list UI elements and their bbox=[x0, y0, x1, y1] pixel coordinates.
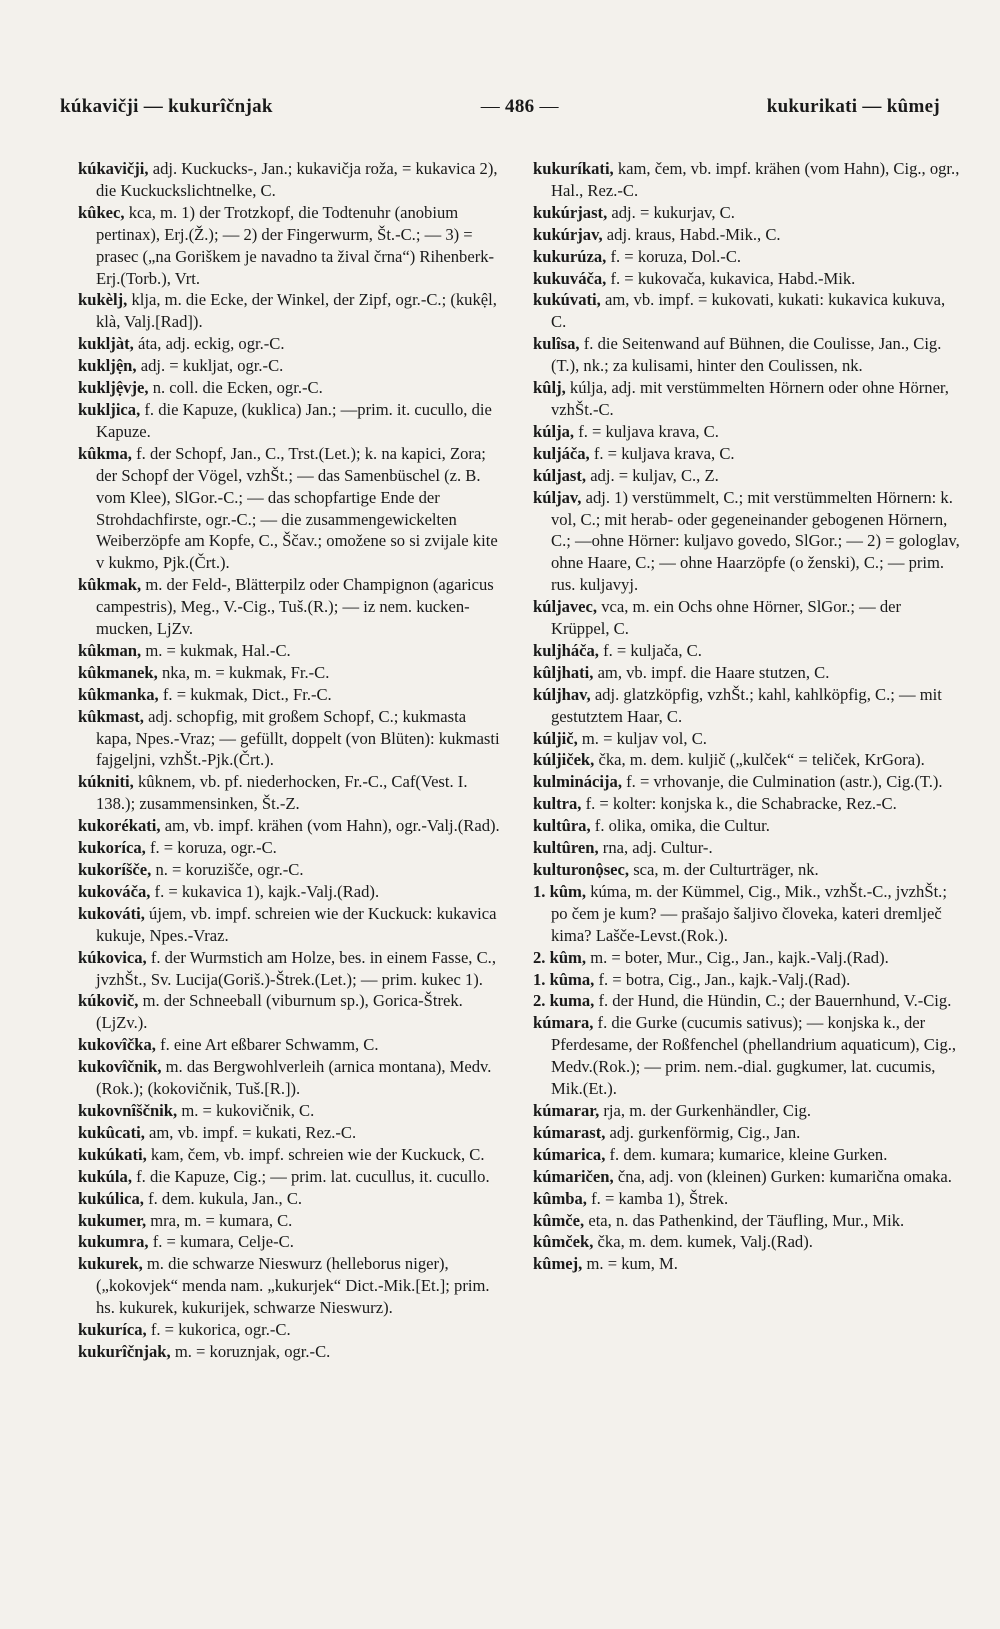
dictionary-entry bbox=[78, 333, 505, 355]
entry-definition: n. coll. die Ecken, ogr.-C. bbox=[152, 378, 323, 398]
entry-definition: f. die Seitenwand auf Bühnen, die Coulisse, Jan., Cig.(T.), nk.; za kulisami, hinter den Coulissen, nk. bbox=[551, 334, 942, 376]
entry-definition: adj. = kukurjav, C. bbox=[611, 202, 735, 222]
entry-headword: kulturonộsec, bbox=[533, 860, 630, 879]
entry-definition: f. = kumara, Celje-C. bbox=[152, 1232, 294, 1252]
entry-headword: kukljica, bbox=[78, 399, 141, 419]
entry-definition: f. die Kapuze, (kuklica) Jan.; —prim. it. cucullo, die Kapuze. bbox=[96, 399, 492, 441]
entry-definition: kam, čem, vb. impf. schreien wie der Kuckuck, C. bbox=[150, 1144, 485, 1164]
entry-headword: kukorékati, bbox=[78, 816, 161, 836]
entry-definition: am, vb. impf. = kukovati, kukati: kukavica kukuva, C. bbox=[551, 290, 946, 332]
dictionary-entry bbox=[533, 465, 960, 487]
dictionary-entry bbox=[533, 246, 960, 268]
entry-headword: kukováti, bbox=[78, 903, 145, 923]
entry-headword: kúlja, bbox=[533, 421, 575, 441]
dictionary-entry bbox=[533, 1122, 960, 1144]
dictionary-entry bbox=[533, 793, 960, 815]
entry-headword: kûmej, bbox=[533, 1254, 583, 1274]
entry-headword: kukurek, bbox=[78, 1254, 143, 1274]
entry-headword: kûkmak, bbox=[78, 575, 142, 595]
entry-headword: kúkniti, bbox=[78, 772, 134, 792]
dictionary-entry bbox=[533, 771, 960, 793]
entry-definition: m. = kukovičnik, C. bbox=[181, 1100, 315, 1120]
entry-definition: mra, m. = kumara, C. bbox=[150, 1210, 293, 1230]
entry-definition: m. das Bergwohlverleih (arnica montana), Medv.(Rok.); (kokovičnik, Tuš.[R.]). bbox=[96, 1057, 492, 1099]
entry-headword: 1. kûm, bbox=[533, 881, 587, 901]
dictionary-entry bbox=[78, 1188, 505, 1210]
entry-definition: f. dem. kumara; kumarice, kleine Gurken. bbox=[609, 1144, 888, 1164]
dictionary-entry bbox=[78, 1319, 505, 1341]
entry-headword: kûkec, bbox=[78, 202, 125, 222]
dictionary-entry bbox=[533, 158, 960, 202]
entry-definition: f. = kukorica, ogr.-C. bbox=[150, 1320, 291, 1340]
entry-definition: adj. 1) verstümmelt, C.; mit verstümmelten Hörnern: k. vol, C.; mit herab- oder gegeneinander gebogenen Hörnern, C.; —ohne Hörner: kuljavo govedo, SlGor.; — 2) = gologlav, ohne Haare, C.; — ohne Haarzöpfe (o ženski), C.; — prim. rus. kuljavyj. bbox=[551, 487, 960, 595]
entry-definition: kca, m. 1) der Trotzkopf, die Todtenuhr (anobium pertinax), Erj.(Ž.); — 2) der Fingerwurm, Št.-C.; — 3) = prasec („na Goriškem je navadno ta žival črna“) Rihenberk-Erj.(Torb.), Vrt. bbox=[96, 202, 495, 288]
entry-definition: kûknem, vb. pf. niederhocken, Fr.-C., Caf(Vest. I. 138.); zusammensinken, Št.-Z. bbox=[96, 772, 468, 814]
text-columns bbox=[78, 158, 960, 1609]
entry-definition: m. = kum, M. bbox=[586, 1254, 678, 1274]
entry-definition: m. = koruznjak, ogr.-C. bbox=[174, 1341, 331, 1361]
entry-headword: kûkmanka, bbox=[78, 684, 159, 704]
entry-headword: kúkavičji, bbox=[78, 159, 149, 178]
right-column bbox=[533, 158, 960, 1609]
dictionary-entry bbox=[78, 1056, 505, 1100]
dictionary-entry bbox=[533, 1210, 960, 1232]
entry-definition: f. der Schopf, Jan., C., Trst.(Let.); k. na kapici, Zora; der Schopf der Vögel, vzhŠt.; — das Samenbüschel (z. B. vom Klee), SlGor.-C.; — das schopfartige Ende der Strohdachfirste, ogr.-C.; — die zusammengewickelten Weiberzöpfe am Kopfe, C., Ščav.; omožene so si zvijale kite v kukmo, Pjk.(Črt.). bbox=[96, 443, 498, 573]
entry-headword: kúkovica, bbox=[78, 947, 147, 967]
entry-headword: kukljàt, bbox=[78, 334, 134, 354]
entry-definition: klja, m. die Ecke, der Winkel, der Zipf, ogr.-C.; (kukệl, klà, Valj.[Rad]). bbox=[96, 290, 497, 332]
entry-headword: kuljháča, bbox=[533, 640, 599, 660]
entry-definition: rja, m. der Gurkenhändler, Cig. bbox=[603, 1100, 812, 1120]
dictionary-entry bbox=[78, 574, 505, 640]
entry-headword: kukûcati, bbox=[78, 1122, 145, 1142]
dictionary-entry bbox=[78, 859, 505, 881]
entry-definition: m. der Schneeball (viburnum sp.), Gorica-Štrek.(LjZv.). bbox=[96, 991, 463, 1033]
entry-definition: f. der Wurmstich am Holze, bes. in einem Fasse, C., jvzhŠt., Sv. Lucija(Goriš.)-Štrek.(Let.); — prim. kukec 1). bbox=[96, 947, 496, 989]
entry-headword: kûlj, bbox=[533, 378, 566, 398]
entry-definition: vca, m. ein Ochs ohne Hörner, SlGor.; — der Krüppel, C. bbox=[551, 597, 902, 639]
entry-headword: kukúvati, bbox=[533, 290, 601, 310]
entry-headword: kûkmanek, bbox=[78, 662, 158, 682]
dictionary-entry bbox=[78, 1144, 505, 1166]
dictionary-entry bbox=[78, 947, 505, 991]
entry-definition: adj. kraus, Habd.-Mik., C. bbox=[606, 224, 781, 244]
entry-headword: kûkman, bbox=[78, 640, 142, 660]
dictionary-entry bbox=[533, 1166, 960, 1188]
dictionary-entry bbox=[78, 158, 505, 202]
dictionary-entry bbox=[78, 1210, 505, 1232]
dictionary-entry bbox=[533, 969, 960, 991]
entry-definition: f. = koruza, ogr.-C. bbox=[149, 838, 277, 858]
left-column bbox=[78, 158, 505, 1609]
dictionary-entry bbox=[533, 1144, 960, 1166]
dictionary-entry bbox=[78, 640, 505, 662]
page-number-block: — 486 — bbox=[480, 96, 559, 117]
dictionary-entry bbox=[533, 1188, 960, 1210]
entry-definition: f. olika, omika, die Cultur. bbox=[594, 816, 770, 836]
dictionary-entry bbox=[78, 1341, 505, 1363]
entry-definition: f. = kukmak, Dict., Fr.-C. bbox=[162, 684, 332, 704]
dictionary-entry bbox=[533, 224, 960, 246]
entry-headword: kûmba, bbox=[533, 1188, 587, 1208]
entry-definition: f. = kolter: konjska k., die Schabracke, Rez.-C. bbox=[585, 794, 897, 814]
entry-headword: 1. kûma, bbox=[533, 969, 595, 989]
header-right-guide-words: kukurikati — kûmej bbox=[766, 96, 940, 117]
entry-definition: kam, čem, vb. impf. krähen (vom Hahn), Cig., ogr., Hal., Rez.-C. bbox=[551, 159, 960, 200]
entry-definition: f. dem. kukula, Jan., C. bbox=[148, 1188, 303, 1208]
entry-headword: kukumer, bbox=[78, 1210, 147, 1230]
dictionary-entry bbox=[78, 289, 505, 333]
entry-headword: kukovnîščnik, bbox=[78, 1100, 178, 1120]
dictionary-entry bbox=[78, 1100, 505, 1122]
dictionary-entry bbox=[78, 1253, 505, 1319]
entry-definition: rna, adj. Cultur-. bbox=[602, 838, 713, 858]
entry-headword: kukúlica, bbox=[78, 1188, 144, 1208]
entry-headword: kúljast, bbox=[533, 465, 587, 485]
dictionary-entry bbox=[533, 749, 960, 771]
entry-headword: kúmara, bbox=[533, 1013, 594, 1033]
entry-definition: f. = kukovača, kukavica, Habd.-Mik. bbox=[610, 268, 856, 288]
dictionary-entry bbox=[533, 421, 960, 443]
dictionary-entry bbox=[533, 947, 960, 969]
entry-definition: čka, m. dem. kumek, Valj.(Rad). bbox=[597, 1232, 813, 1252]
entry-headword: 2. kûm, bbox=[533, 947, 587, 967]
entry-headword: kukovîčnik, bbox=[78, 1057, 162, 1077]
entry-definition: adj. schopfig, mit großem Schopf, C.; kukmasta kapa, Npes.-Vraz; — gefüllt, doppelt (von Blüten): kukmasti fajgeljni, vzhŠt.-Pjk.(Črt.). bbox=[96, 706, 500, 770]
dictionary-entry bbox=[533, 333, 960, 377]
entry-definition: m. der Feld-, Blätterpilz oder Champignon (agaricus campestris), Meg., V.-Cig., Tuš.(R.); — iz nem. kucken-mucken, LjZv. bbox=[96, 575, 494, 639]
dictionary-entry bbox=[533, 990, 960, 1012]
dictionary-entry bbox=[78, 443, 505, 574]
entry-definition: am, vb. impf. = kukati, Rez.-C. bbox=[149, 1122, 357, 1142]
dictionary-entry bbox=[78, 815, 505, 837]
entry-definition: nka, m. = kukmak, Fr.-C. bbox=[161, 662, 330, 682]
dictionary-entry bbox=[78, 837, 505, 859]
entry-headword: kûkma, bbox=[78, 443, 132, 463]
entry-headword: kúmarica, bbox=[533, 1144, 606, 1164]
entry-definition: f. = kamba 1), Štrek. bbox=[591, 1188, 729, 1208]
dictionary-entry bbox=[533, 1012, 960, 1100]
entry-definition: f. = kukavica 1), kajk.-Valj.(Rad). bbox=[154, 881, 380, 901]
entry-definition: adj. = kukljat, ogr.-C. bbox=[140, 356, 284, 376]
entry-headword: kúmaričen, bbox=[533, 1166, 614, 1186]
entry-headword: kúljav, bbox=[533, 487, 582, 507]
dictionary-entry bbox=[533, 815, 960, 837]
entry-headword: kulîsa, bbox=[533, 334, 580, 354]
dictionary-entry bbox=[533, 443, 960, 465]
dictionary-entry bbox=[78, 903, 505, 947]
entry-definition: m. = boter, Mur., Cig., Jan., kajk.-Valj.(Rad). bbox=[590, 947, 889, 967]
entry-definition: am, vb. impf. die Haare stutzen, C. bbox=[597, 662, 830, 682]
header-left-guide-words: kúkavičji — kukurîčnjak bbox=[60, 96, 273, 117]
entry-definition: f. = koruza, Dol.-C. bbox=[610, 246, 742, 266]
entry-headword: kultûren, bbox=[533, 838, 599, 858]
entry-headword: kukúkati, bbox=[78, 1144, 147, 1164]
dictionary-entry bbox=[533, 837, 960, 859]
entry-headword: kukuríca, bbox=[78, 1320, 147, 1340]
dictionary-entry bbox=[78, 202, 505, 290]
entry-headword: kuljáča, bbox=[533, 443, 590, 463]
entry-headword: kukoríca, bbox=[78, 838, 146, 858]
entry-headword: 2. kuma, bbox=[533, 991, 595, 1011]
entry-headword: kukuváča, bbox=[533, 268, 607, 288]
entry-headword: kukljệvje, bbox=[78, 378, 149, 398]
dictionary-entry bbox=[78, 662, 505, 684]
entry-definition: f. der Hund, die Hündin, C.; der Bauernhund, V.-Cig. bbox=[598, 991, 952, 1011]
dictionary-entry bbox=[533, 728, 960, 750]
entry-headword: kultra, bbox=[533, 794, 582, 814]
entry-definition: m. die schwarze Nieswurz (helleborus niger), („kokovjek“ menda nam. „kukurjek“ Dict.-Mik.[Et.]; prim. hs. kukurek, kukurijek, schwarze Nieswurz). bbox=[96, 1254, 490, 1318]
dictionary-entry bbox=[78, 684, 505, 706]
entry-definition: adj. gurkenförmig, Cig., Jan. bbox=[609, 1122, 801, 1142]
dictionary-entry bbox=[533, 268, 960, 290]
dictionary-entry bbox=[78, 355, 505, 377]
dictionary-entry bbox=[533, 289, 960, 333]
entry-headword: kukumra, bbox=[78, 1232, 149, 1252]
dictionary-entry bbox=[78, 706, 505, 772]
entry-definition: újem, vb. impf. schreien wie der Kuckuck: kukavica kukuje, Npes.-Vraz. bbox=[96, 903, 497, 945]
dictionary-entry bbox=[533, 202, 960, 224]
entry-definition: čna, adj. von (kleinen) Gurken: kumarična omaka. bbox=[617, 1166, 952, 1186]
dictionary-entry bbox=[533, 859, 960, 881]
entry-definition: adj. glatzköpfig, vzhŠt.; kahl, kahlköpfig, C.; — mit gestutztem Haar, C. bbox=[551, 684, 942, 726]
entry-definition: f. = kuljava krava, C. bbox=[593, 443, 735, 463]
dictionary-entry bbox=[533, 881, 960, 947]
entry-headword: kukúrjast, bbox=[533, 202, 608, 222]
entry-definition: čka, m. dem. kuljič („kulček“ = teliček, KrGora). bbox=[598, 750, 925, 770]
entry-headword: kukèlj, bbox=[78, 290, 128, 310]
entry-definition: adj. = kuljav, C., Z. bbox=[590, 465, 719, 485]
entry-definition: áta, adj. eckig, ogr.-C. bbox=[137, 334, 285, 354]
dictionary-entry bbox=[533, 596, 960, 640]
dictionary-entry bbox=[533, 684, 960, 728]
entry-headword: kukurîčnjak, bbox=[78, 1341, 171, 1361]
entry-headword: kúljič, bbox=[533, 728, 578, 748]
entry-definition: eta, n. das Pathenkind, der Täufling, Mur., Mik. bbox=[588, 1210, 905, 1230]
entry-definition: am, vb. impf. krähen (vom Hahn), ogr.-Valj.(Rad). bbox=[164, 816, 500, 836]
entry-definition: f. = kuljača, C. bbox=[603, 640, 702, 660]
dictionary-entry bbox=[78, 1034, 505, 1056]
entry-definition: m. = kuljav vol, C. bbox=[581, 728, 707, 748]
entry-definition: sca, m. der Culturträger, nk. bbox=[633, 860, 819, 879]
entry-headword: kúljiček, bbox=[533, 750, 595, 770]
dictionary-entry bbox=[78, 1122, 505, 1144]
entry-headword: kúkovič, bbox=[78, 991, 139, 1011]
entry-headword: kukúrjav, bbox=[533, 224, 603, 244]
entry-definition: kúma, m. der Kümmel, Cig., Mik., vzhŠt.-C., jvzhŠt.; po čem je kum? — prašajo šaljivo človeka, kateri dremlječ kima? Lašče-Levst.(Rok.). bbox=[551, 881, 947, 945]
entry-headword: kúljavec, bbox=[533, 597, 598, 617]
entry-headword: kukurúza, bbox=[533, 246, 607, 266]
dictionary-entry bbox=[78, 1231, 505, 1253]
entry-headword: kûmček, bbox=[533, 1232, 594, 1252]
entry-definition: kúlja, adj. mit verstümmelten Hörnern oder ohne Hörner, vzhŠt.-C. bbox=[551, 378, 949, 419]
entry-headword: kukúla, bbox=[78, 1166, 132, 1186]
entry-definition: f. = kuljava krava, C. bbox=[578, 421, 719, 441]
dictionary-entry bbox=[533, 1100, 960, 1122]
page-header bbox=[60, 92, 940, 122]
entry-definition: f. die Gurke (cucumis sativus); — konjska k., der Pferdesame, der Roßfenchel (phellandrium aquaticum), Cig., Medv.(Rok.); — prim. nem.-dial. gugkumer, lat. cucumis, Mik.(Et.). bbox=[551, 1013, 957, 1099]
dictionary-entry bbox=[78, 771, 505, 815]
dictionary-entry bbox=[533, 1253, 960, 1275]
entry-definition: adj. Kuckucks-, Jan.; kukavičja roža, = kukavica 2), die Kuckuckslichtnelke, C. bbox=[96, 159, 498, 200]
entry-headword: kukovîčka, bbox=[78, 1035, 156, 1055]
entry-headword: kûljhati, bbox=[533, 662, 594, 682]
dictionary-entry bbox=[78, 399, 505, 443]
entry-headword: kukuríkati, bbox=[533, 159, 614, 178]
dictionary-entry bbox=[78, 377, 505, 399]
dictionary-entry bbox=[533, 1231, 960, 1253]
entry-headword: kûkmast, bbox=[78, 706, 144, 726]
entry-headword: kukljện, bbox=[78, 356, 137, 376]
entry-definition: m. = kukmak, Hal.-C. bbox=[145, 640, 291, 660]
dictionary-entry bbox=[533, 640, 960, 662]
entry-headword: kûmče, bbox=[533, 1210, 585, 1230]
entry-headword: kultûra, bbox=[533, 816, 591, 836]
entry-headword: kulminácija, bbox=[533, 772, 622, 792]
entry-headword: kúmarar, bbox=[533, 1100, 600, 1120]
entry-definition: f. = vrhovanje, die Culmination (astr.), Cig.(T.). bbox=[626, 772, 943, 792]
entry-definition: f. = botra, Cig., Jan., kajk.-Valj.(Rad). bbox=[598, 969, 851, 989]
entry-headword: kukoríšče, bbox=[78, 860, 152, 879]
dictionary-entry bbox=[533, 377, 960, 421]
entry-definition: f. eine Art eßbarer Schwamm, C. bbox=[160, 1035, 379, 1055]
dictionary-entry bbox=[78, 881, 505, 903]
entry-headword: kúmarast, bbox=[533, 1122, 606, 1142]
dictionary-entry bbox=[533, 487, 960, 597]
dictionary-entry bbox=[78, 1166, 505, 1188]
entry-headword: kukováča, bbox=[78, 881, 151, 901]
entry-definition: n. = koruzišče, ogr.-C. bbox=[155, 860, 304, 879]
page-number: 486 bbox=[505, 96, 535, 117]
entry-headword: kúljhav, bbox=[533, 684, 591, 704]
dictionary-entry bbox=[533, 662, 960, 684]
dictionary-entry bbox=[78, 990, 505, 1034]
entry-definition: f. die Kapuze, Cig.; — prim. lat. cucullus, it. cucullo. bbox=[136, 1166, 490, 1186]
